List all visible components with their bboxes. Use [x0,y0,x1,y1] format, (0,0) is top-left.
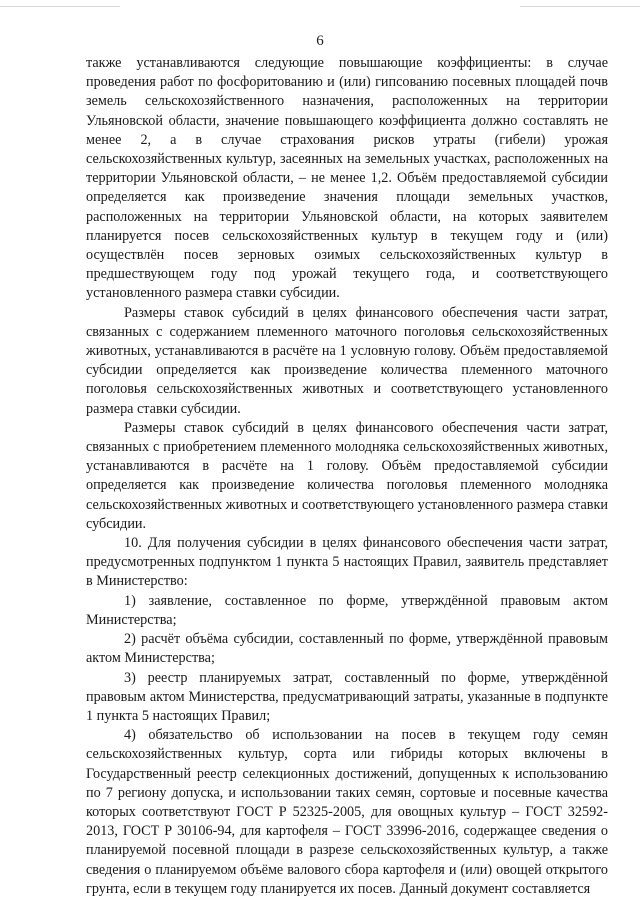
paragraph: Размеры ставок субсидий в целях финансового обеспечения части затрат, связанных с приобретением племенного молодняка сельскохозяйственных животных, устанавливаются в расчёте на 1 голову. Объём предоставляемой субсидии определяется как произведение количества поголовья племенного молодняка сельскохозяйственных животных и соответствующего установленного размера ставки субсидии. [86,419,608,532]
paragraph: также устанавливаются следующие повышающие коэффициенты: в случае проведения работ по фосфоритованию и (или) гипсованию посевных площадей почв земель сельскохозяйственного назначения, расположенных на территории Ульяновской области, значение повышающего коэффициента должно составлять не менее 2, а в случае страхования рисков утраты (гибели) урожая сельскохозяйственных культур, засеянных на земельных участках, расположенных на территории Ульяновской области, – не менее 1,2. Объём предоставляемой субсидии определяется как произведение значения площади земельных участков, расположенных на территории Ульяновской области, на которых заявителем планируется посев сельскохозяйственных культур в текущем году и (или) осуществлён посев зерновых озимых сельскохозяйственных культур в предшествующем году под урожай текущего года, и соответствующего установленного размера ставки субсидии. [86,55,608,302]
list-item: 1) заявление, составленное по форме, утверждённой правовым актом Министерства; [86,592,608,628]
paragraph: 10. Для получения субсидии в целях финансового обеспечения части затрат, предусмотренных подпунктом 1 пункта 5 настоящих Правил, заявитель представляет в Министерство: [86,535,608,590]
paragraph: Размеры ставок субсидий в целях финансового обеспечения части затрат, связанных с содержанием племенного маточного поголовья сельскохозяйственных животных, устанавливаются в расчёте на 1 условную голову. Объём предоставляемой субсидии определяется как произведение количества племенного маточного поголовья сельскохозяйственных животных и соответствующего установленного размера ставки субсидии. [86,304,608,417]
list-item: 3) реестр планируемых затрат, составленный по форме, утверждённой правовым актом Министерства, предусматривающий затраты, указанные в подпункте 1 пункта 5 настоящих Правил; [86,669,608,724]
page-number: 6 [316,33,324,49]
list-item: 4) обязательство об использовании на посев в текущем году семян сельскохозяйственных культур, сорта или гибриды которых включены в Государственный реестр селекционных достижений, допущенных к использованию по 7 региону допуска, и использовании таких семян, сортовые и посевные качества которых соответствуют ГОСТ Р 52325-2005, для овощных культур – ГОСТ 32592-2013, ГОСТ Р 30106-94, для картофеля – ГОСТ 33996-2016, содержащее сведения о планируемой посевной площади в разрезе сельскохозяйственных культур, а также сведения о планируемом объёме валового сбора картофеля и (или) овощей открытого грунта, если в текущем году планируется их посев. Данный документ составляется [86,727,608,897]
list-item: 2) расчёт объёма субсидии, составленный по форме, утверждённой правовым актом Министерства; [86,631,608,667]
scan-edge-mark [0,6,120,7]
scan-edge-mark [520,6,640,7]
document-body [86,54,608,899]
